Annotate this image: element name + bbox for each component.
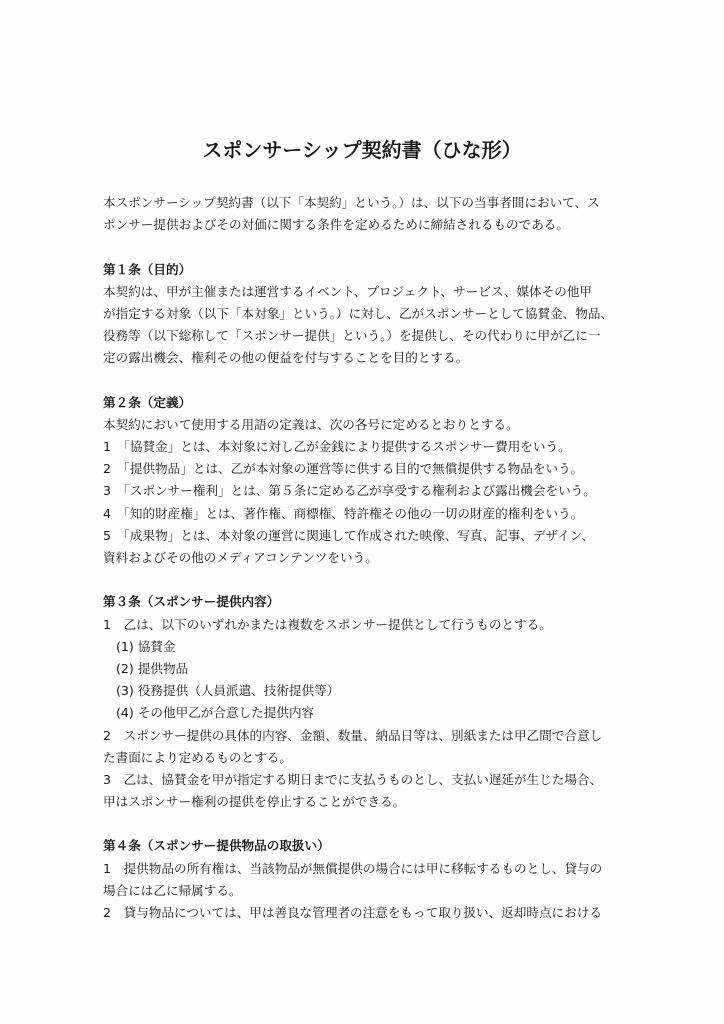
document-body: [103, 192, 633, 924]
sub-item: (4) その他甲乙が合意した提供内容: [116, 705, 315, 721]
definition-item: 4 「知的財産権」とは、著作権、商標権、特許権その他の一切の財産的権利をいう。: [103, 505, 584, 521]
preamble-line: ポンサー提供およびその対価に関する条件を定めるために締結されるものである。: [103, 217, 569, 233]
article-line: が指定する対象（以下「本対象」という。）に対し、乙がスポンサーとして協賛金、物品、: [103, 305, 614, 321]
article-4: [103, 835, 633, 924]
preamble-line: 本スポンサーシップ契約書（以下「本契約」という。）は、以下の当事者間において、ス: [103, 195, 600, 210]
article-line: 定の露出機会、権利その他の便益を付与することを目的とする。: [103, 350, 469, 366]
article-heading: 第２条（定義）: [103, 394, 192, 410]
preamble: [103, 192, 633, 236]
clause-line: 3 乙は、協賛金を甲が指定する期日までに支払うものとし、支払い遅延が生じた場合、: [103, 771, 603, 787]
clause-line: 1 提供物品の所有権は、当該物品が無償提供の場合には甲に移転するものとし、貸与の: [103, 860, 603, 876]
article-line: 本契約において使用する用語の定義は、次の各号に定めるとおりとする。: [103, 416, 519, 432]
article-1: [103, 259, 633, 370]
spacer: [103, 236, 633, 258]
document-title: スポンサーシップ契約書（ひな形）: [202, 138, 522, 162]
article-heading: 第１条（目的）: [103, 261, 192, 277]
definition-item: 5 「成果物」とは、本対象の運営に関連して作成された映像、写真、記事、デザイン、: [103, 527, 594, 543]
spacer: [103, 569, 633, 591]
article-3: [103, 591, 633, 813]
article-heading: 第４条（スポンサー提供物品の取扱い）: [103, 838, 330, 854]
spacer: [103, 813, 633, 835]
article-line: 役務等（以下総称して「スポンサー提供」という。）を提供し、その代わりに甲が乙に一: [103, 328, 601, 344]
sub-item: (1) 協賛金: [116, 638, 176, 654]
clause-line: 2 スポンサー提供の具体的内容、金額、数量、納品日等は、別紙または甲乙間で合意し: [103, 727, 603, 743]
sub-item: (3) 役務提供（人員派遣、技術提供等）: [116, 683, 340, 699]
article-2: [103, 392, 633, 570]
clause-line: 2 貸与物品については、甲は善良な管理者の注意をもって取り扱い、返却時点における: [103, 905, 602, 920]
definition-item: 1 「協賛金」とは、本対象に対し乙が金銭により提供するスポンサー費用をいう。: [103, 439, 571, 455]
article-heading: 第３条（スポンサー提供内容）: [103, 594, 280, 610]
clause-line: 場合には乙に帰属する。: [103, 882, 242, 898]
definition-item: 3 「スポンサー権利」とは、第５条に定める乙が享受する権利および露出機会をいう。: [103, 483, 596, 499]
clause-line: 甲はスポンサー権利の提供を停止することができる。: [103, 794, 406, 810]
article-line: 本契約は、甲が主催または運営するイベント、プロジェクト、サービス、媒体その他甲: [103, 283, 593, 299]
clause-line: 1 乙は、以下のいずれかまたは複数をスポンサー提供として行うものとする。: [103, 616, 552, 632]
clause-line: た書面により定めるものとする。: [103, 749, 292, 765]
sub-item: (2) 提供物品: [116, 660, 189, 676]
definition-item-continued: 資料およびその他のメディアコンテンツをいう。: [103, 550, 378, 565]
definition-item: 2 「提供物品」とは、乙が本対象の運営等に供する目的で無償提供する物品をいう。: [103, 461, 584, 477]
spacer: [103, 370, 633, 392]
